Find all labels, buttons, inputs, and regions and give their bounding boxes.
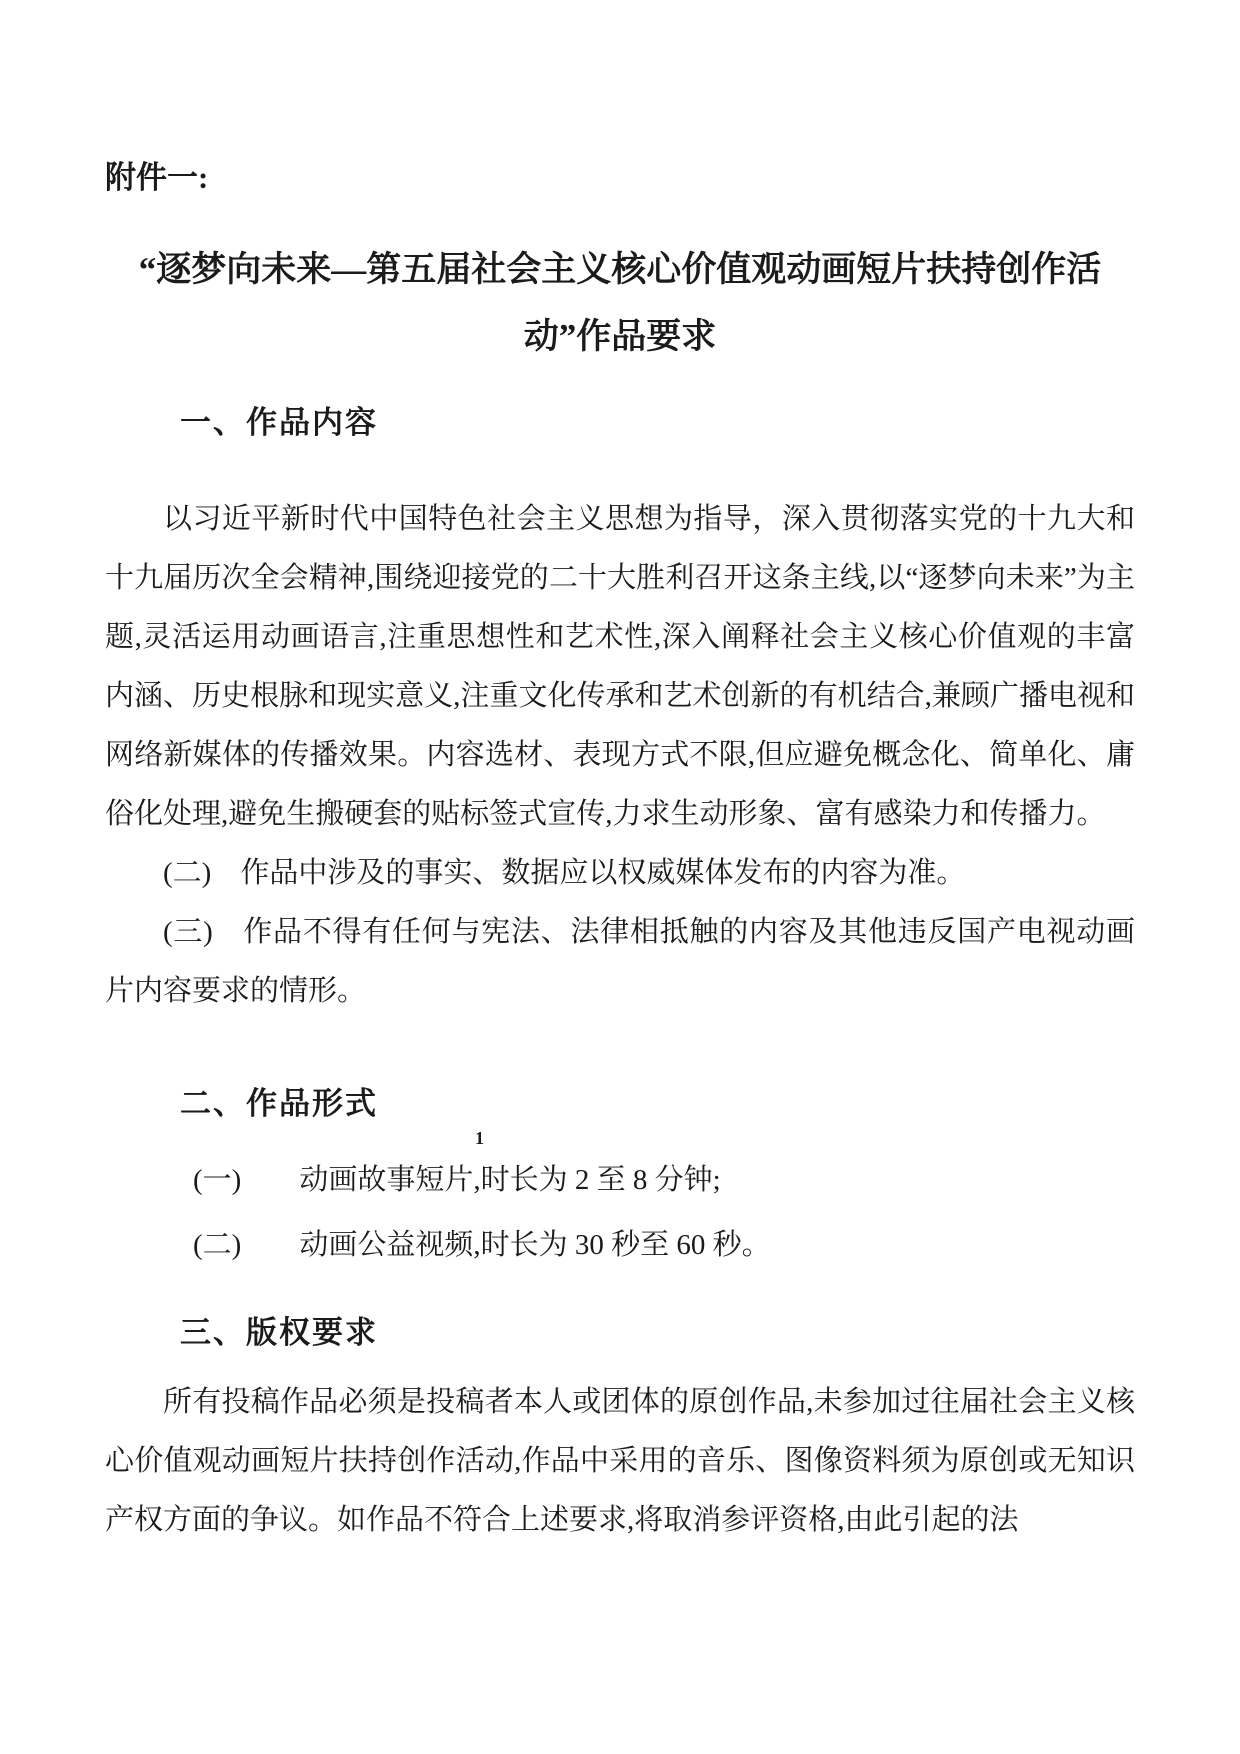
section-heading-copyright: 三、版权要求 (180, 1315, 378, 1350)
document-title (105, 236, 1135, 370)
section2-item-2: (二) 动画公益视频,时长为 30 秒至 60 秒。 (193, 1229, 771, 1261)
document-title-line-2: 动”作品要求 (523, 317, 717, 356)
section2-item-list (193, 1148, 1135, 1278)
document-content (105, 0, 1135, 1550)
section2-item-1: (一) 动画故事短片,时长为 2 至 8 分钟; (193, 1164, 721, 1196)
section1-item-3: (三) 作品不得有任何与宪法、法律相抵触的内容及其他违反国产电视动画片内容要求的情形。 (105, 916, 1135, 1007)
section-heading-form: 二、作品形式 (180, 1086, 378, 1121)
section-heading-form-wrap (180, 1081, 1135, 1148)
section1-paragraph-1: 以习近平新时代中国特色社会主义思想为指导，深入贯彻落实党的十九大和十九届历次全会精神,围绕迎接党的二十大胜利召开这条主线,以“逐梦向未来”为主题,灵活运用动画语言,注重思想性和艺术性,深入阐释社会主义核心价值观的丰富内涵、历史根脉和现实意义,注重文化传承和艺术创新的有机结合,兼顾广播电视和网络新媒体的传播效果。内容选材、表现方式不限,但应避免概念化、简单化、庸俗化处理,避免生搬硬套的贴标签式宣传,力求生动形象、富有感染力和传播力。 (105, 503, 1135, 830)
section-heading-content: 一、作品内容 (180, 405, 378, 440)
footnote-mark: 1 (475, 1128, 484, 1148)
attachment-label: 附件一: (105, 160, 209, 195)
document-title-line-1: “逐梦向未来—第五届社会主义核心价值观动画短片扶持创作活 (138, 250, 1102, 289)
section3-paragraph-1: 所有投稿作品必须是投稿者本人或团体的原创作品,未参加过往届社会主义核心价值观动画短片扶持创作活动,作品中采用的音乐、图像资料须为原创或无知识产权方面的争议。如作品不符合上述要求,将取消参评资格,由此引起的法 (105, 1386, 1135, 1536)
section1-item-2: (二) 作品中涉及的事实、数据应以权威媒体发布的内容为准。 (163, 857, 966, 889)
